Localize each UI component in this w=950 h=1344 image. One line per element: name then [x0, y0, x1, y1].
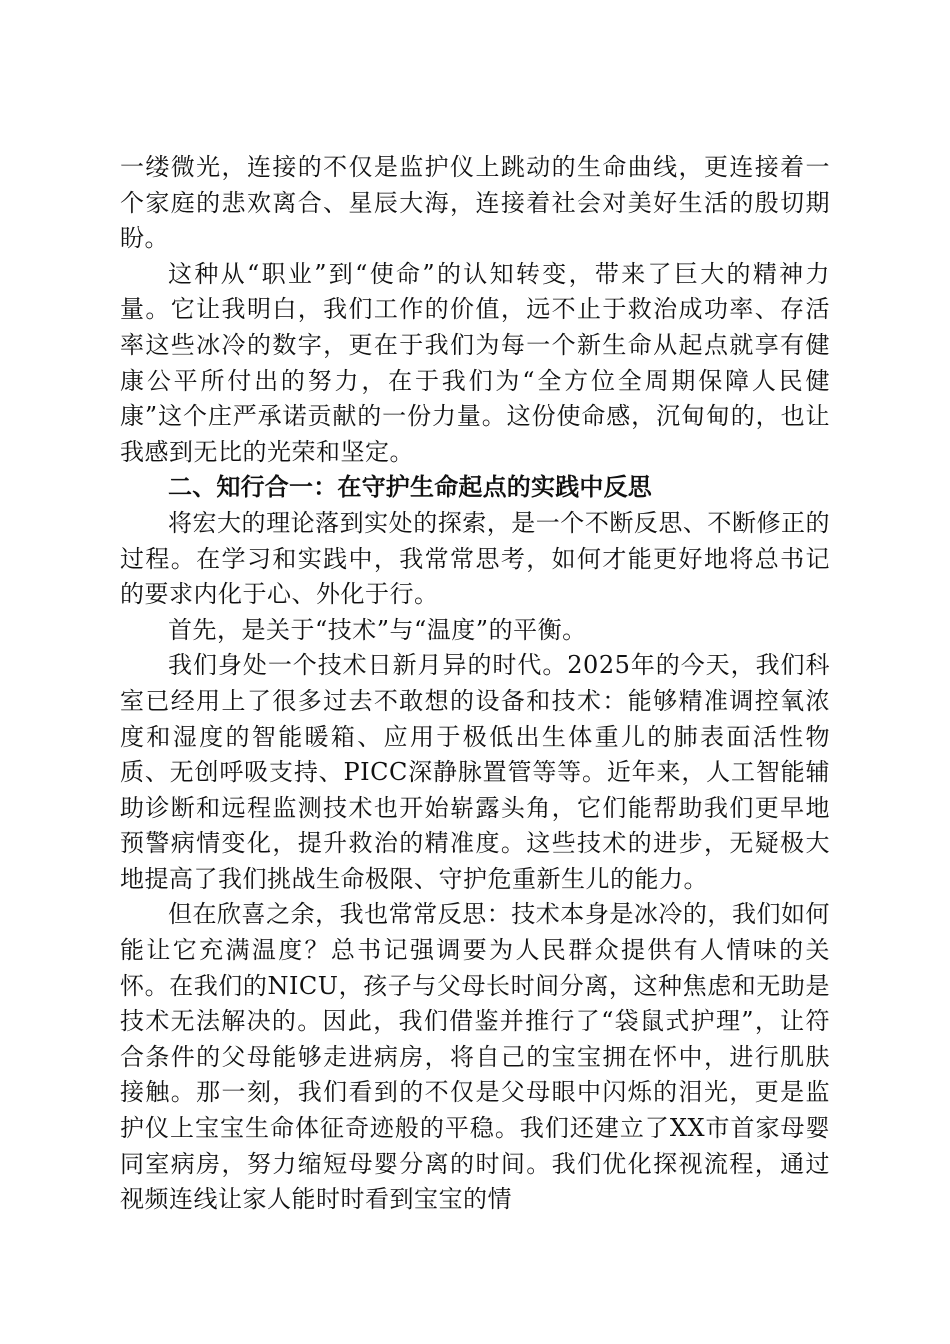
document-body: [120, 150, 830, 1218]
paragraph-warmth: 但在欣喜之余，我也常常反思：技术本身是冰冷的，我们如何能让它充满温度？总书记强调要为人民群众提供有人情味的关怀。在我们的NICU，孩子与父母长时间分离，这种焦虑和无助是技术无法解决的。因此，我们借鉴并推行了“袋鼠式护理”，让符合条件的父母能够走进病房，将自己的宝宝拥在怀中，进行肌肤接触。那一刻，我们看到的不仅是父母眼中闪烁的泪光，更是监护仪上宝宝生命体征奇迹般的平稳。我们还建立了XX市首家母婴同室病房，努力缩短母婴分离的时间。我们优化探视流程，通过视频连线让家人能时时看到宝宝的情: [120, 900, 830, 1214]
paragraph-continued: 一缕微光，连接的不仅是监护仪上跳动的生命曲线，更连接着一个家庭的悲欢离合、星辰大海，连接着社会对美好生活的殷切期盼。: [120, 153, 830, 253]
paragraph-balance: 首先，是关于“技术”与“温度”的平衡。: [168, 615, 587, 644]
paragraph-practice: 将宏大的理论落到实处的探索，是一个不断反思、不断修正的过程。在学习和实践中，我常常思考，如何才能更好地将总书记的要求内化于心、外化于行。: [120, 508, 830, 609]
paragraph-mission: 这种从“职业”到“使命”的认知转变，带来了巨大的精神力量。它让我明白，我们工作的价值，远不止于救治成功率、存活率这些冰冷的数字，更在于我们为每一个新生命从起点就享有健康公平所付出的努力，在于我们为“全方位全周期保障人民健康”这个庄严承诺贡献的一份力量。这份使命感，沉甸甸的，也让我感到无比的光荣和坚定。: [120, 259, 830, 466]
paragraph-technology: 我们身处一个技术日新月异的时代。2025年的今天，我们科室已经用上了很多过去不敢想的设备和技术：能够精准调控氧浓度和湿度的智能暖箱、应用于极低出生体重儿的肺表面活性物质、无创呼吸支持、PICC深静脉置管等等。近年来，人工智能辅助诊断和远程监测技术也开始崭露头角，它们能帮助我们更早地预警病情变化，提升救治的精准度。这些技术的进步，无疑极大地提高了我们挑战生命极限、守护危重新生儿的能力。: [120, 651, 830, 893]
section-heading: 二、知行合一：在守护生命起点的实践中反思: [168, 473, 652, 502]
